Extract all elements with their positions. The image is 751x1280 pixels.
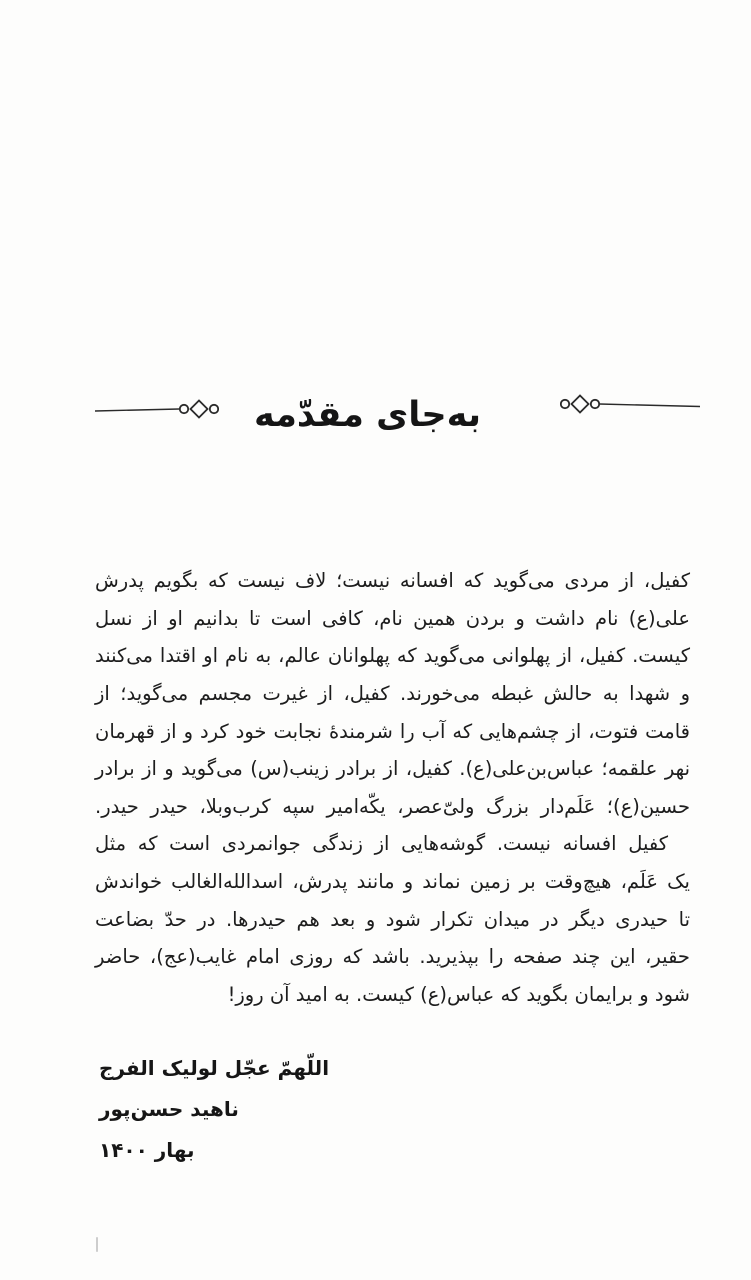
body-line: نهر علقمه؛ عباس‌بن‌علی(ع). کفیل، از برادر زینب(س) می‌گوید و از برادر	[95, 757, 690, 781]
signature-author: ناهید حسن‌پور	[99, 1097, 239, 1121]
body-line: یک عَلَم، هیچ‌وقت بر زمین نماند و مانند پدرش، اسدالله‌الغالب خواندش	[95, 870, 690, 894]
signature-block	[99, 1048, 329, 1171]
title-rule-left-ornament	[95, 398, 219, 420]
body-line: حسین(ع)؛ عَلَم‌دار بزرگ ولیّ‌عصر، یکّه‌امیر سپه کرب‌وبلا، حیدر حیدر.	[95, 794, 690, 818]
body-line: کفیل، از مردی می‌گوید که افسانه نیست؛ لاف نیست که بگویم پدرش	[95, 569, 690, 592]
body-line: و شهدا به حالش غبطه می‌خورند. کفیل، از غیرت مجسم می‌گوید؛ از	[95, 681, 690, 705]
page-title: به‌جای مقدّمه	[254, 395, 481, 436]
body-line: کیست. کفیل، از پهلوانی می‌گوید که پهلوانان عالم، به نام او اقتدا می‌کنند	[95, 644, 690, 668]
body-line-paragraph-start: کفیل افسانه نیست. گوشه‌هایی از زندگی جوانمردی است که مثل	[95, 832, 668, 856]
signature-prayer: اللّهمّ عجّل لولیک الفرج	[99, 1056, 330, 1080]
body-line: علی(ع) نام داشت و بردن همین نام، کافی است تا بدانیم او از نسل	[95, 606, 690, 630]
body-line-paragraph-end: شود و برایمان بگوید که عباس(ع) کیست. به امید آن روز!	[227, 983, 690, 1007]
scan-artifact-mark	[96, 1237, 98, 1252]
body-line: تا حیدری دیگر در میدان تکرار شود و بعد هم حیدرها. در حدّ بضاعت	[95, 907, 690, 931]
body-line: قامت فتوت، از چشم‌هایی که آب را شرمندهٔ نجابت خود کرد و از قهرمان	[95, 719, 690, 743]
body-line: حقیر، این چند صفحه را بپذیرید. باشد که روزی امام غایب(عج)، حاضر	[95, 945, 690, 969]
signature-date: بهار ۱۴۰۰	[99, 1138, 195, 1162]
rule-circles-diamond-icon	[95, 398, 219, 420]
preface-body	[95, 562, 690, 1014]
